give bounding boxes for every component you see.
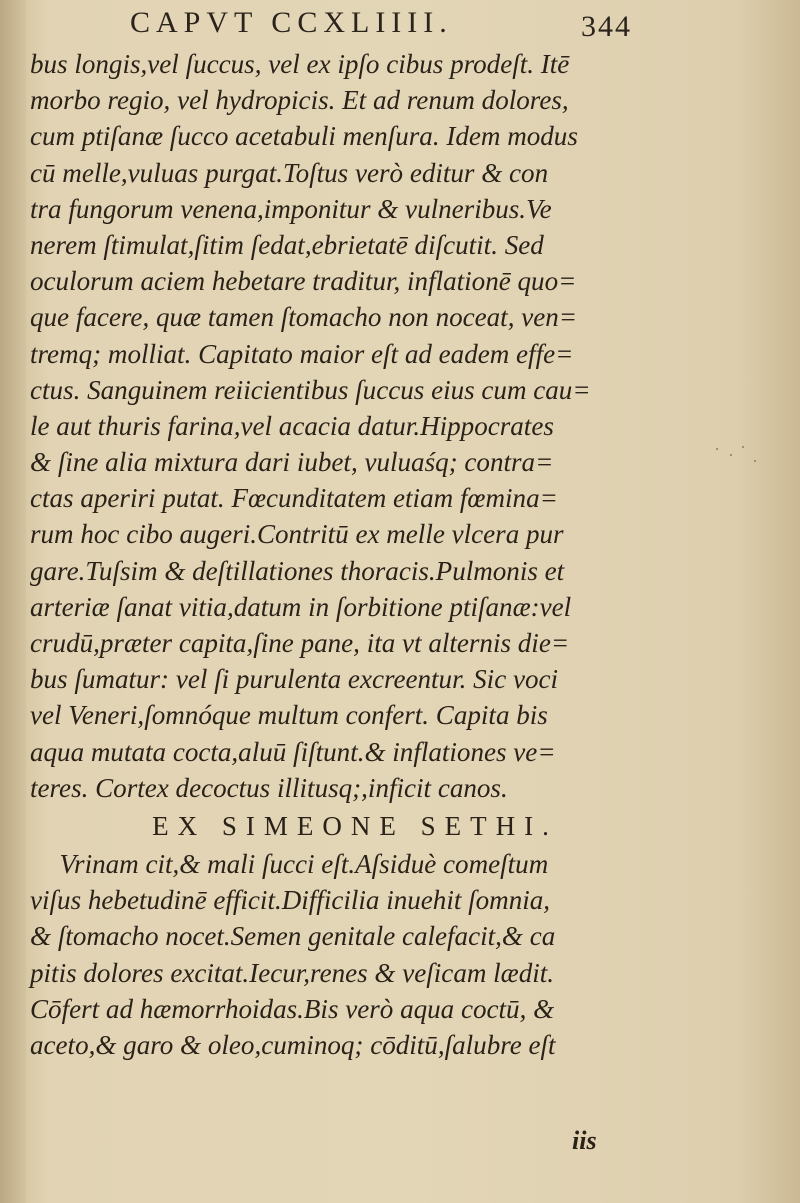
text-line: cū melle,vuluas purgat.Toſtus verò editur & con [30, 156, 549, 188]
text-line: tra fungorum venena,imponitur & vulneribus.Ve [30, 192, 552, 224]
text-line: bus ſumatur: vel ſi purulenta excreentur. Sic voci [30, 663, 559, 695]
text-line: viſus hebetudinē efficit.Difficilia inuehit ſomnia, [30, 884, 551, 916]
text-line: pitis dolores excitat.Iecur,renes & veſicam lædit. [30, 956, 555, 988]
page-number: 344 [581, 10, 632, 43]
page-gutter [0, 0, 26, 1203]
text-line: cum ptiſanæ ſucco acetabuli menſura. Idem modus [30, 120, 578, 152]
chapter-title: CAPVT CCXLIIII. [130, 6, 453, 39]
text-line: tremq; molliat. Capitato maior eſt ad eadem effe= [30, 337, 574, 369]
text-line: le aut thuris farina,vel acacia datur.Hippocrates [30, 409, 554, 441]
text-line: morbo regio, vel hydropicis. Et ad renum dolores, [30, 84, 569, 116]
page-text [30, 46, 640, 1063]
speck [730, 454, 732, 456]
speck [716, 448, 718, 450]
text-line: crudū,præter capita,ſine pane, ita vt alternis die= [30, 627, 570, 658]
text-line: bus longis,vel ſuccus, vel ex ipſo cibus prodeſt. Itē [30, 48, 570, 79]
paper-specks [712, 440, 772, 500]
text-line: vel Veneri,ſomnóque multum confert. Capita bis [30, 699, 548, 731]
text-line: que facere, quæ tamen ſtomacho non noceat, ven= [30, 301, 578, 333]
text-line: arteriæ ſanat vitia,datum in ſorbitione ptiſanæ:vel [30, 590, 572, 622]
text-line: aqua mutata cocta,aluū ſiſtunt.& inflationes ve= [30, 735, 556, 767]
catchword: iis [572, 1126, 597, 1155]
section-heading: EX SIMEONE SETHI. [152, 810, 558, 841]
text-line: teres. Cortex decoctus illitusq;,inficit canos. [30, 771, 508, 803]
text-line: ctas aperiri putat. Fœcunditatem etiam fœmina= [30, 482, 558, 514]
text-line: nerem ſtimulat,ſitim ſedat,ebrietatē diſcutit. Sed [30, 228, 544, 260]
speck [754, 460, 756, 462]
text-line: rum hoc cibo augeri.Contritū ex melle vlcera pur [30, 518, 564, 550]
text-line: & ſtomacho nocet.Semen genitale calefacit,& ca [30, 920, 556, 952]
text-line: ctus. Sanguinem reiicientibus ſuccus eius cum cau= [30, 373, 591, 405]
running-head [120, 6, 640, 50]
text-line: & ſine alia mixtura dari iubet, vuluaśq; contra= [30, 446, 554, 478]
text-line: oculorum aciem hebetare traditur, inflationē quo= [30, 265, 577, 297]
text-line: gare.Tuſsim & deſtillationes thoracis.Pulmonis et [30, 554, 565, 586]
text-line: aceto,& garo & oleo,cuminoq; cōditū,ſalubre eſt [30, 1028, 556, 1060]
speck [742, 446, 744, 448]
text-line: Cōfert ad hæmorrhoidas.Bis verò aqua coctū, & [30, 992, 555, 1024]
text-line: Vrinam cit,& mali ſucci eſt.Aſsiduè comeſtum [59, 847, 549, 879]
